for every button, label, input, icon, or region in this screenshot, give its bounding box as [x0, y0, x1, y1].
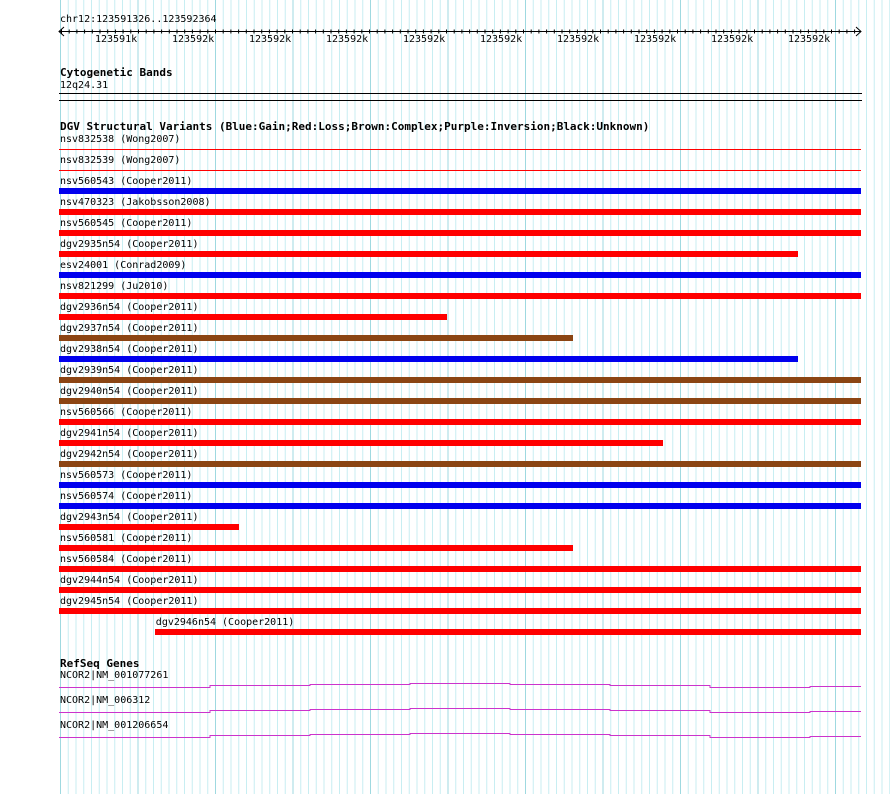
- refseq-gene-label[interactable]: NCOR2|NM_001077261: [60, 670, 169, 681]
- dgv-variant-bar[interactable]: [59, 524, 239, 530]
- dgv-variant-bar[interactable]: [59, 272, 861, 278]
- ruler-tick-label: 123592k: [172, 34, 215, 45]
- dgv-variant-label[interactable]: nsv560584 (Cooper2011): [60, 554, 193, 565]
- ruler-tick-label: 123592k: [480, 34, 523, 45]
- dgv-variant-label[interactable]: dgv2939n54 (Cooper2011): [60, 365, 199, 376]
- dgv-variant-label[interactable]: nsv560566 (Cooper2011): [60, 407, 193, 418]
- dgv-variant-bar[interactable]: [59, 503, 861, 509]
- dgv-variant-bar[interactable]: [59, 377, 861, 383]
- ruler-tick-label: 123592k: [403, 34, 446, 45]
- dgv-variant-bar[interactable]: [59, 398, 861, 404]
- dgv-variant-label[interactable]: dgv2946n54 (Cooper2011): [155, 617, 295, 628]
- dgv-variant-label[interactable]: nsv560573 (Cooper2011): [60, 470, 193, 481]
- refseq-gene-label[interactable]: NCOR2|NM_006312: [60, 695, 151, 706]
- dgv-variant-label[interactable]: dgv2943n54 (Cooper2011): [60, 512, 199, 523]
- dgv-variant-label[interactable]: nsv832538 (Wong2007): [60, 134, 181, 145]
- ruler-tick-label: 123592k: [326, 34, 369, 45]
- dgv-variant-label[interactable]: esv24001 (Conrad2009): [60, 260, 187, 271]
- dgv-variant-bar[interactable]: [59, 335, 573, 341]
- ruler-tick-label: 123592k: [634, 34, 677, 45]
- dgv-variant-label[interactable]: dgv2936n54 (Cooper2011): [60, 302, 199, 313]
- dgv-variant-label[interactable]: nsv470323 (Jakobsson2008): [60, 197, 211, 208]
- ruler-tick-label: 123592k: [557, 34, 600, 45]
- refseq-track-title: RefSeq Genes: [60, 657, 140, 670]
- cytoband-line-bottom: [59, 100, 862, 101]
- ruler-tick-label: 123592k: [788, 34, 831, 45]
- dgv-variant-bar[interactable]: [59, 545, 573, 551]
- dgv-variant-label[interactable]: nsv821299 (Ju2010): [60, 281, 169, 292]
- dgv-variant-bar[interactable]: [155, 629, 861, 635]
- dgv-variant-bar[interactable]: [59, 149, 861, 150]
- ruler-tick-label: 123592k: [249, 34, 292, 45]
- coordinate-readout: chr12:123591326..123592364: [60, 14, 217, 25]
- dgv-variant-label[interactable]: nsv560581 (Cooper2011): [60, 533, 193, 544]
- dgv-variant-bar[interactable]: [59, 566, 861, 572]
- cytoband-line-top: [59, 93, 862, 94]
- dgv-variant-label[interactable]: nsv832539 (Wong2007): [60, 155, 181, 166]
- dgv-variant-label[interactable]: dgv2940n54 (Cooper2011): [60, 386, 199, 397]
- refseq-gene-line: [59, 734, 861, 738]
- refseq-gene-line: [59, 684, 861, 688]
- dgv-variant-bar[interactable]: [59, 251, 798, 257]
- dgv-variant-label[interactable]: dgv2941n54 (Cooper2011): [60, 428, 199, 439]
- dgv-variant-label[interactable]: dgv2945n54 (Cooper2011): [60, 596, 199, 607]
- dgv-variant-label[interactable]: nsv560574 (Cooper2011): [60, 491, 193, 502]
- dgv-track-title: DGV Structural Variants (Blue:Gain;Red:Loss;Brown:Complex;Purple:Inversion;Black:Unknown): [60, 120, 650, 133]
- dgv-variant-bar[interactable]: [59, 608, 861, 614]
- dgv-variant-bar[interactable]: [59, 314, 447, 320]
- dgv-variant-label[interactable]: dgv2942n54 (Cooper2011): [60, 449, 199, 460]
- dgv-variant-bar[interactable]: [59, 170, 861, 171]
- dgv-variant-bar[interactable]: [59, 419, 861, 425]
- dgv-variant-label[interactable]: nsv560543 (Cooper2011): [60, 176, 193, 187]
- dgv-variant-bar[interactable]: [59, 293, 861, 299]
- dgv-variant-label[interactable]: dgv2938n54 (Cooper2011): [60, 344, 199, 355]
- refseq-gene-model[interactable]: [0, 706, 890, 714]
- dgv-variant-label[interactable]: dgv2944n54 (Cooper2011): [60, 575, 199, 586]
- refseq-gene-label[interactable]: NCOR2|NM_001206654: [60, 720, 169, 731]
- ruler-tick-label: 123592k: [711, 34, 754, 45]
- dgv-variant-label[interactable]: nsv560545 (Cooper2011): [60, 218, 193, 229]
- dgv-variant-bar[interactable]: [59, 587, 861, 593]
- refseq-gene-model[interactable]: [0, 731, 890, 739]
- dgv-variant-bar[interactable]: [59, 482, 861, 488]
- dgv-variant-bar[interactable]: [59, 440, 663, 446]
- dgv-variant-bar[interactable]: [59, 188, 861, 194]
- dgv-variant-bar[interactable]: [59, 461, 861, 467]
- dgv-variant-label[interactable]: dgv2935n54 (Cooper2011): [60, 239, 199, 250]
- ruler-tick-label: 123591k: [95, 34, 138, 45]
- cytoband-track-title: Cytogenetic Bands: [60, 66, 173, 79]
- refseq-gene-line: [59, 709, 861, 713]
- dgv-variant-bar[interactable]: [59, 209, 861, 215]
- dgv-variant-bar[interactable]: [59, 356, 798, 362]
- dgv-variant-label[interactable]: dgv2937n54 (Cooper2011): [60, 323, 199, 334]
- cytoband-label: 12q24.31: [60, 80, 109, 91]
- dgv-variant-bar[interactable]: [59, 230, 861, 236]
- refseq-gene-model[interactable]: [0, 681, 890, 689]
